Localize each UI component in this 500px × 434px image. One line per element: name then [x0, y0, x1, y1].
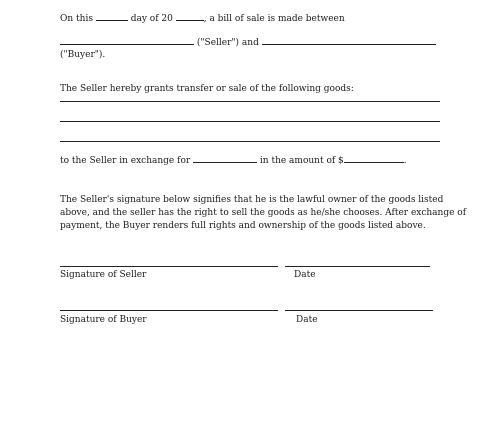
exchange-text-2: in the amount of $: [259, 156, 344, 166]
amount-blank[interactable]: [344, 154, 404, 163]
buyer-signature-line[interactable]: [60, 310, 278, 311]
seller-signature-label: Signature of Seller: [60, 270, 147, 280]
goods-line-3[interactable]: [60, 141, 440, 142]
seller-tag: ("Seller") and: [196, 38, 259, 48]
statement-line-2: above, and the seller has the right to sell the goods as he/she chooses. After exchange of: [60, 208, 467, 218]
intro-text-2: day of 20: [130, 14, 173, 24]
intro-line-2: [60, 36, 436, 49]
exchange-item-blank[interactable]: [193, 154, 257, 163]
goods-line-2[interactable]: [60, 121, 440, 122]
buyer-tag: ("Buyer").: [60, 50, 106, 60]
goods-line-1[interactable]: [60, 101, 440, 102]
seller-name-blank[interactable]: [60, 36, 194, 45]
seller-date-label: Date: [294, 270, 316, 280]
statement-line-3: payment, the Buyer renders full rights and ownership of the goods listed above.: [60, 221, 426, 231]
goods-heading: The Seller hereby grants transfer or sale of the following goods:: [60, 84, 354, 94]
intro-text-1: On this: [60, 14, 93, 24]
exchange-text-3: .: [403, 156, 407, 166]
statement-line-1: The Seller's signature below signifies that he is the lawful owner of the goods listed: [60, 195, 444, 205]
buyer-name-blank[interactable]: [262, 36, 436, 45]
year-blank[interactable]: [176, 12, 204, 21]
buyer-date-label: Date: [296, 315, 318, 325]
intro-line-1: [60, 12, 345, 25]
buyer-signature-label: Signature of Buyer: [60, 315, 147, 325]
exchange-line: [60, 154, 407, 167]
seller-signature-line[interactable]: [60, 266, 278, 267]
statement-paragraph: [60, 194, 467, 233]
intro-text-3: , a bill of sale is made between: [203, 14, 345, 24]
day-blank[interactable]: [96, 12, 128, 21]
buyer-date-line[interactable]: [285, 310, 433, 311]
exchange-text-1: to the Seller in exchange for: [60, 156, 191, 166]
seller-date-line[interactable]: [285, 266, 430, 267]
